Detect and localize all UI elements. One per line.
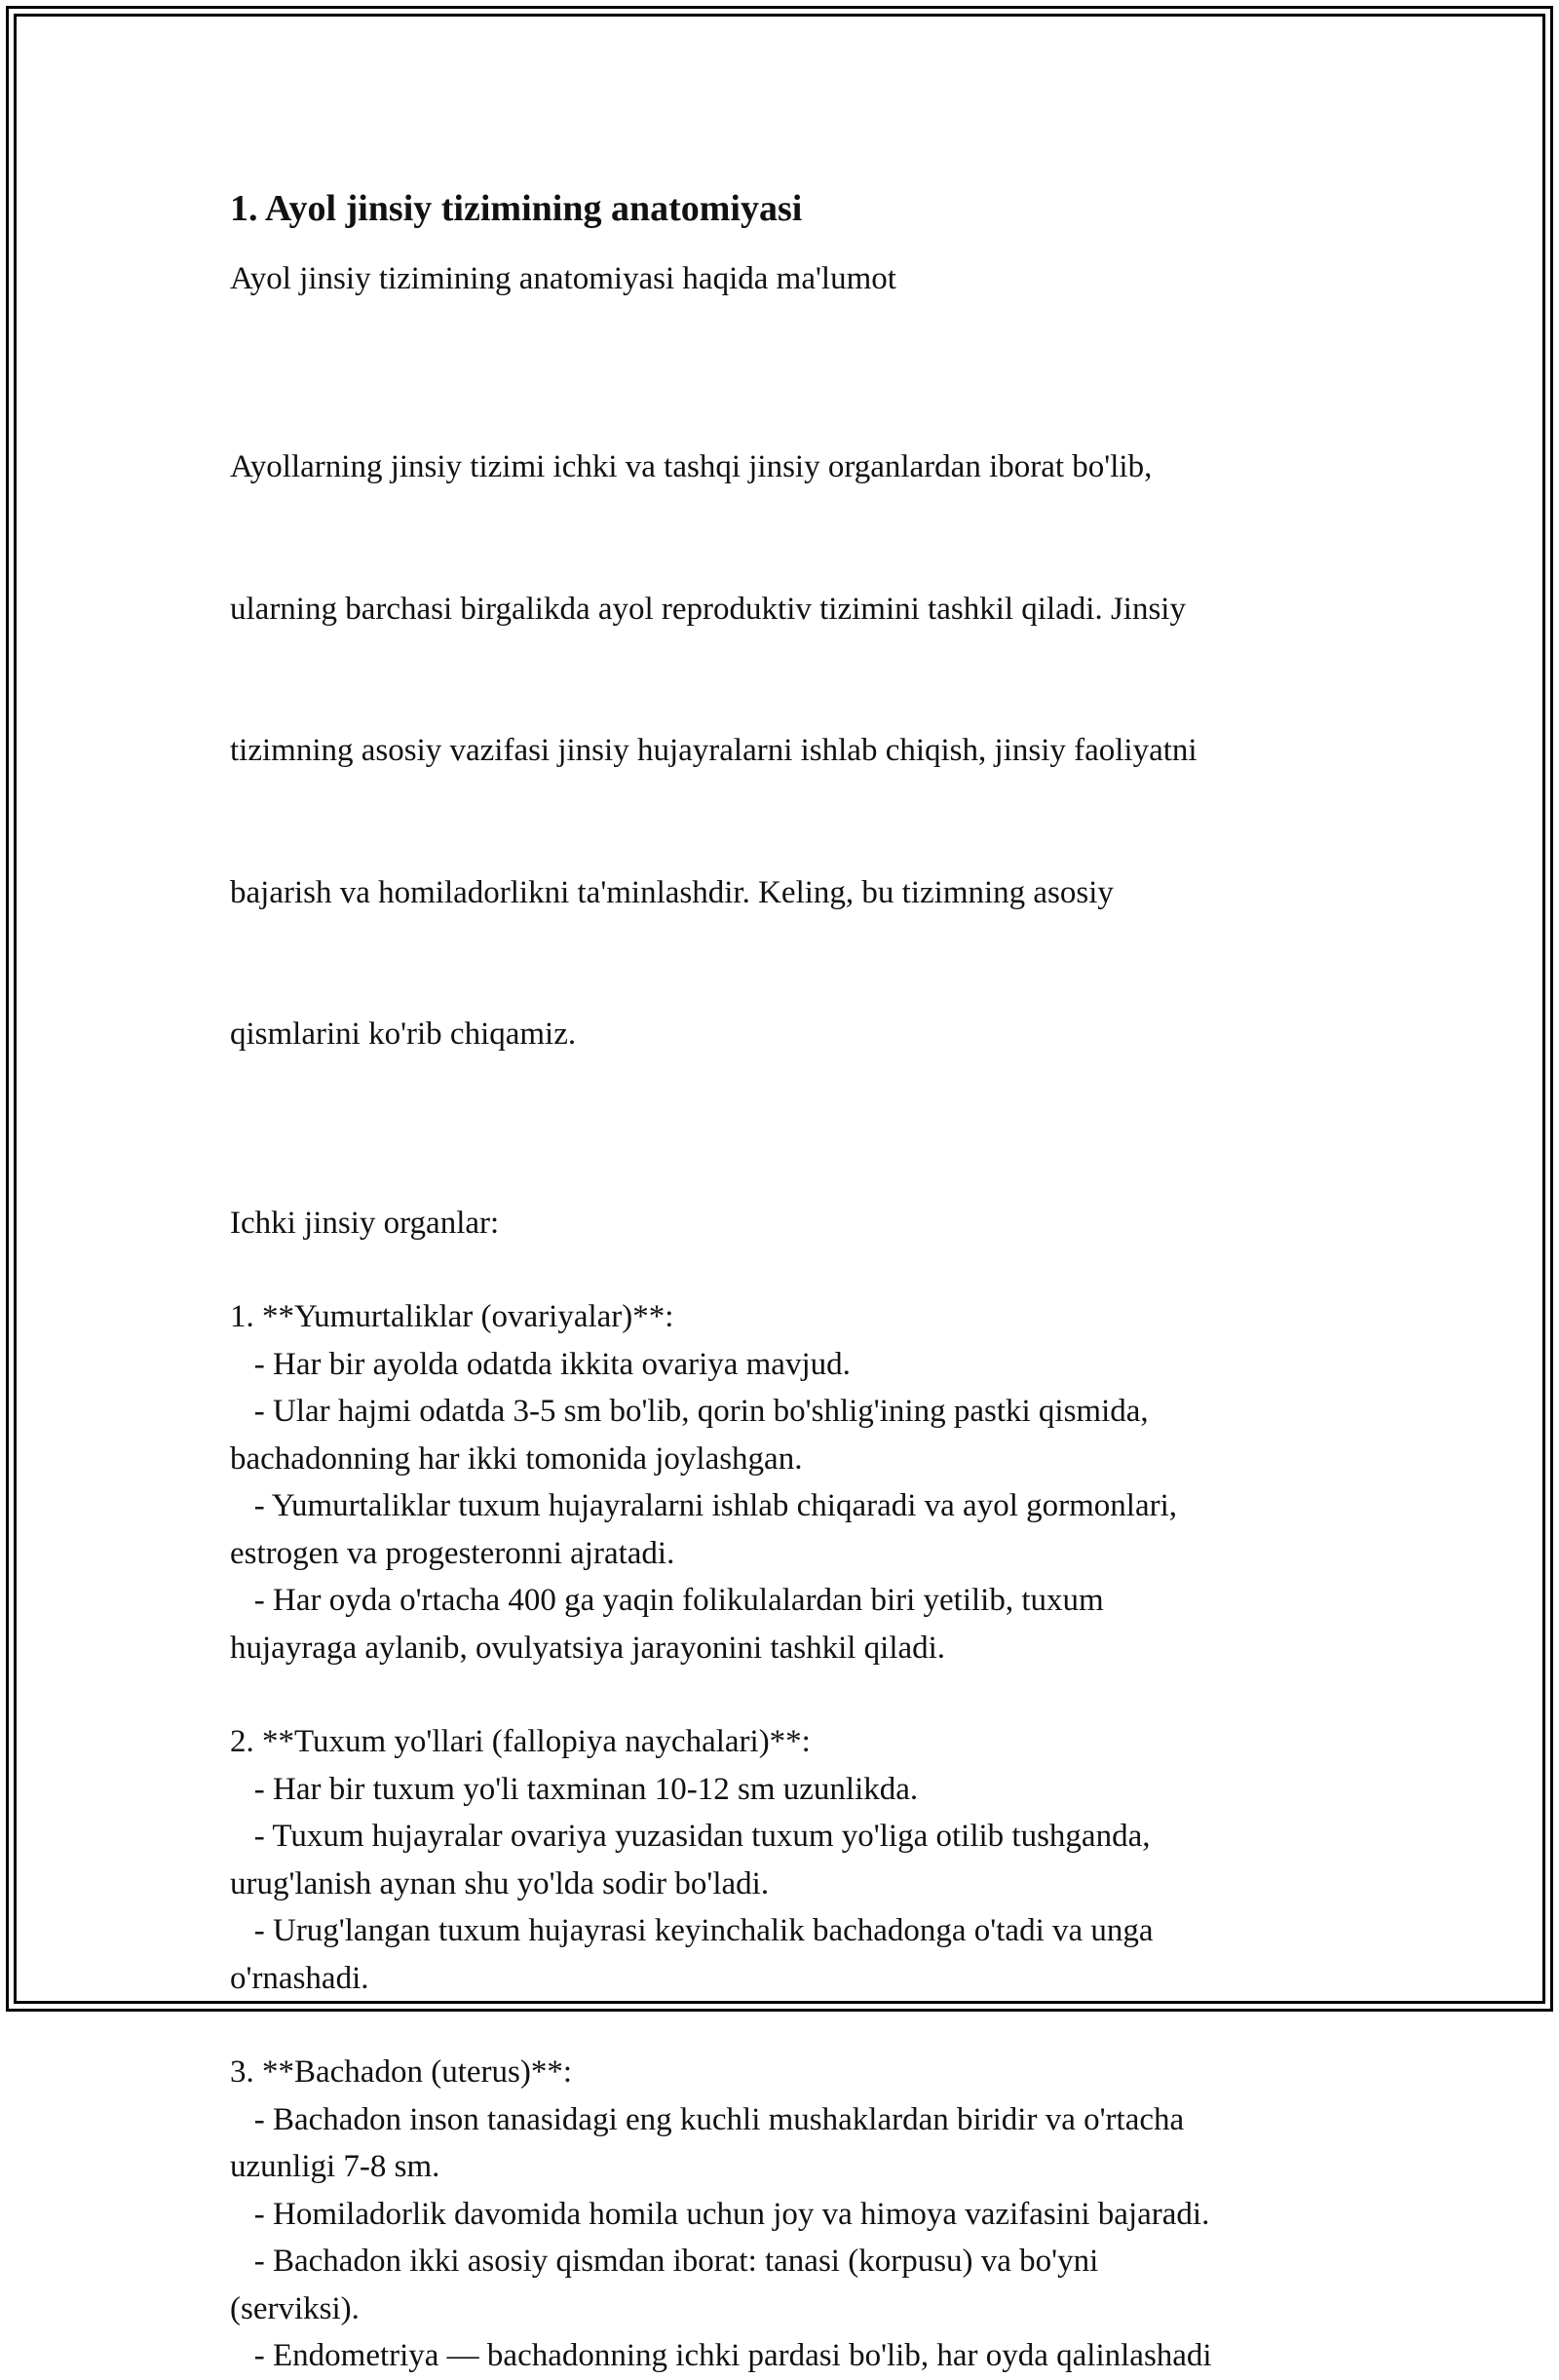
section-line: - Yumurtaliklar tuxum hujayralarni ishlab chiqaradi va ayol gormonlari, (230, 1488, 1178, 1523)
section-line: hujayraga aylanib, ovulyatsiya jarayonini tashkil qiladi. (230, 1630, 946, 1666)
section-line: - Urug'langan tuxum hujayrasi keyinchalik bachadonga o'tadi va unga (230, 1913, 1154, 1948)
section-line: (serviksi). (230, 2290, 360, 2326)
section-line: estrogen va progesteronni ajratadi. (230, 1535, 675, 1571)
intro-line: qismlarini ko'rib chiqamiz. (230, 1017, 577, 1052)
intro-paragraph (230, 349, 1350, 1153)
section-line: - Ular hajmi odatda 3-5 sm bo'lib, qorin bo'shlig'ining pastki qismida, (230, 1394, 1149, 1429)
section-line: - Har bir ayolda odatda ikkita ovariya mavjud. (230, 1346, 851, 1382)
section-heading: 3. **Bachadon (uterus)**: (230, 2054, 572, 2090)
intro-line: tizimning asosiy vazifasi jinsiy hujayralarni ishlab chiqish, jinsiy faoliyatni (230, 733, 1198, 768)
intro-line: ularning barchasi birgalikda ayol reproduktiv tizimini tashkil qiladi. Jinsiy (230, 591, 1186, 627)
document-subtitle: Ayol jinsiy tizimining anatomiyasi haqida ma'lumot (230, 261, 896, 296)
section-line: - Tuxum hujayralar ovariya yuzasidan tuxum yo'liga otilib tushganda, (230, 1819, 1151, 1854)
section-line: uzunligi 7-8 sm. (230, 2149, 440, 2184)
section-line: - Homiladorlik davomida homila uchun joy va himoya vazifasini bajaradi. (230, 2196, 1210, 2232)
section-ovaries (230, 1293, 1350, 1671)
section-line: - Har oyda o'rtacha 400 ga yaqin folikulalardan biri yetilib, tuxum (230, 1583, 1104, 1618)
section-line: - Har bir tuxum yo'li taxminan 10-12 sm uzunlikda. (230, 1771, 919, 1807)
section-line: - Bachadon ikki asosiy qismdan iborat: tanasi (korpusu) va bo'yni (230, 2244, 1099, 2279)
section-line: bachadonning har ikki tomonida joylashgan. (230, 1440, 803, 1477)
section-line: - Bachadon inson tanasidagi eng kuchli mushaklardan biridir va o'rtacha (230, 2101, 1185, 2137)
section-line: - Endometriya — bachadonning ichki pardasi bo'lib, har oyda qalinlashadi (230, 2338, 1212, 2373)
document-body (230, 181, 1350, 2380)
internal-organs-heading: Ichki jinsiy organlar: (230, 1205, 500, 1241)
section-fallopian-tubes (230, 1718, 1350, 2002)
section-line: urug'lanish aynan shu yo'lda sodir bo'ladi. (230, 1865, 770, 1901)
section-line: o'rnashadi. (230, 1960, 369, 1996)
section-uterus (230, 2049, 1350, 2380)
document-title: 1. Ayol jinsiy tizimining anatomiyasi (230, 188, 803, 229)
section-heading: 1. **Yumurtaliklar (ovariyalar)**: (230, 1299, 674, 1334)
section-heading: 2. **Tuxum yo'llari (fallopiya naychalari)**: (230, 1724, 811, 1759)
intro-line: bajarish va homiladorlikni ta'minlashdir. Keling, bu tizimning asosiy (230, 874, 1114, 910)
intro-line: Ayollarning jinsiy tizimi ichki va tashqi jinsiy organlardan iborat bo'lib, (230, 449, 1153, 484)
